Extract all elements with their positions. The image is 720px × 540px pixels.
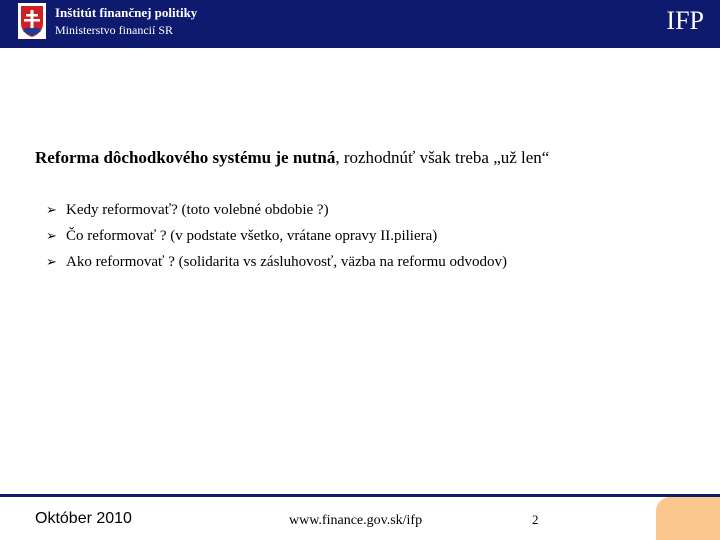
arrow-bullet-icon: ➢ xyxy=(46,255,57,270)
coat-of-arms-icon xyxy=(18,3,46,39)
institute-name: Inštitút finančnej politiky xyxy=(55,5,198,20)
ministry-name: Ministerstvo financií SR xyxy=(55,23,173,37)
headline-bold: Reforma dôchodkového systému je nutná xyxy=(35,148,336,167)
bullet-text: Čo reformovať ? (v podstate všetko, vrátane opravy II.piliera) xyxy=(66,228,438,244)
slide-header xyxy=(0,0,720,48)
corner-accent xyxy=(656,497,720,540)
bullet-item xyxy=(46,202,507,228)
ifp-logo-text: IFP xyxy=(666,6,704,35)
arrow-bullet-icon: ➢ xyxy=(46,229,57,244)
bullet-list xyxy=(46,202,507,280)
page-number: 2 xyxy=(532,512,539,527)
bullet-item xyxy=(46,228,507,254)
slide-headline xyxy=(35,148,549,168)
footer-divider xyxy=(0,494,720,497)
arrow-bullet-icon: ➢ xyxy=(46,203,57,218)
footer-date: Október 2010 xyxy=(35,510,132,527)
bullet-item xyxy=(46,254,507,280)
footer-url[interactable]: www.finance.gov.sk/ifp xyxy=(289,513,423,528)
headline-rest: , rozhodnúť však treba „už len“ xyxy=(335,148,550,167)
bullet-text: Kedy reformovať? (toto volebné obdobie ?) xyxy=(66,202,329,218)
bullet-text: Ako reformovať ? (solidarita vs zásluhovosť, väzba na reformu odvodov) xyxy=(66,254,508,270)
